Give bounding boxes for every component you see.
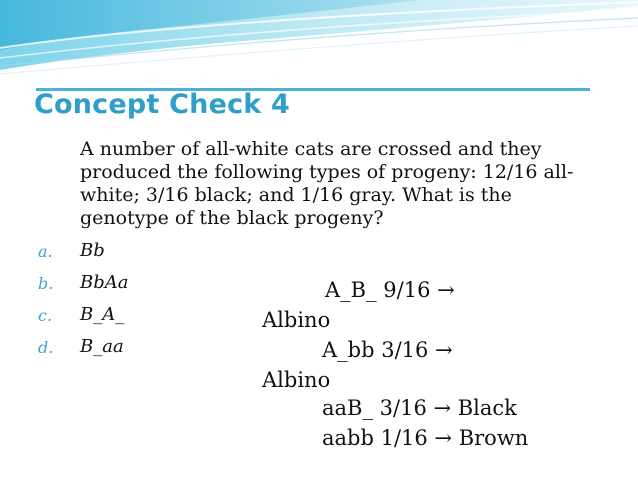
answer-line-5: aaB_ 3/16 → Black [322,396,517,420]
option-letter: b. [38,274,54,293]
answer-line-2: Albino [262,308,331,332]
header-swoosh-decoration [0,0,638,90]
option-text: B_aa [80,336,124,357]
question-text: A number of all-white cats are crossed and they produced the following types of progeny: 12/16 all-white; 3/16 black; and 1/16 gray. What is the genotype of the black progeny? [80,138,574,229]
option-text: BbAa [80,272,129,293]
answer-line-1: A_B_ 9/16 → [325,278,455,302]
answer-line-3: A_bb 3/16 → [322,338,453,362]
option-letter: c. [38,306,53,325]
option-text: Bb [80,240,105,261]
slide-title: Concept Check 4 [34,89,291,120]
answer-line-4: Albino [262,368,331,392]
option-letter: d. [38,338,54,357]
option-letter: a. [38,242,53,261]
option-text: B_A_ [80,304,125,325]
answer-line-6: aabb 1/16 → Brown [322,426,529,450]
